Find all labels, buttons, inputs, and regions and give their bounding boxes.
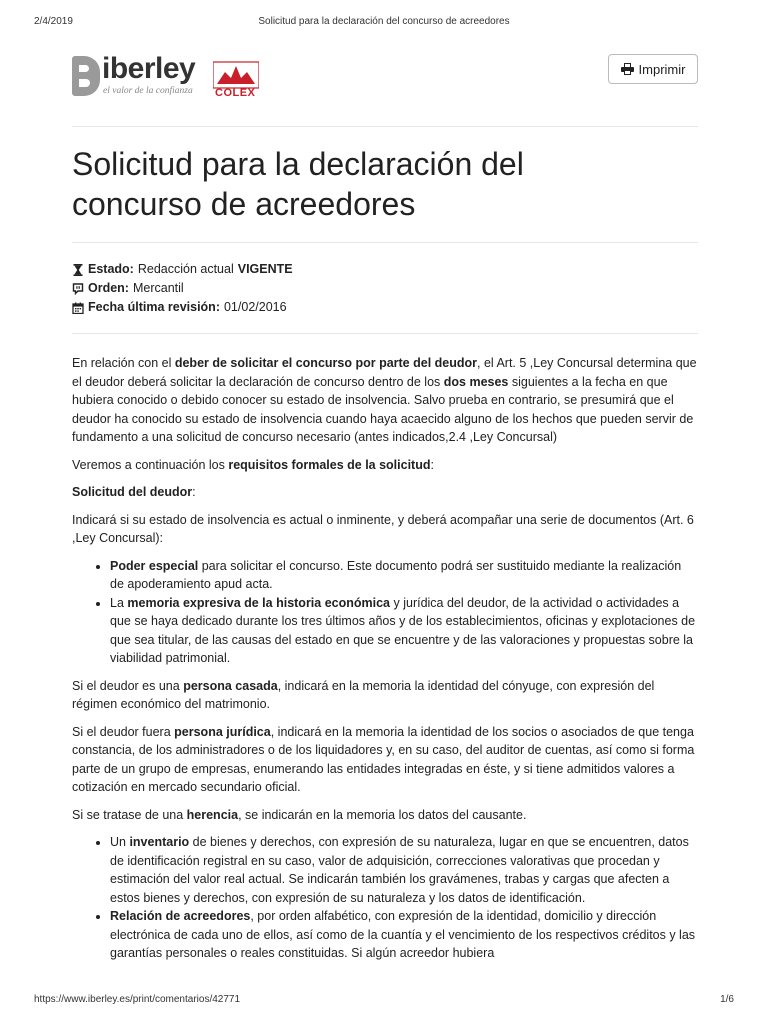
title-line-2: concurso de acreedores xyxy=(72,186,416,222)
article-body xyxy=(72,354,698,963)
paragraph: Veremos a continuación los requisitos formales de la solicitud: xyxy=(72,457,434,472)
paragraph: En relación con el deber de solicitar el concurso por parte del deudor, el Art. 5 ,Ley Concursal determina que el deudor deberá solicitar la declaración de concurso dentro de los dos meses siguientes a la fecha en que hubiera conocido o debido conocer su estado de insolvencia. Salvo prueba en contrario, se presumirá que el deudor ha conocido su estado de insolvencia cuando haya acaecido alguno de los hechos que pueden servir de fundamento a una solicitud de concurso necesario (antes indicados,2.4 ,Ley Concursal) xyxy=(72,356,697,444)
orden-value: Mercantil xyxy=(132,281,184,295)
meta-orden xyxy=(72,279,698,298)
divider xyxy=(72,126,698,127)
print-url: https://www.iberley.es/print/comentarios/42771 xyxy=(34,994,241,1005)
fecha-value: 01/02/2016 xyxy=(223,300,287,314)
chat-bubble-icon xyxy=(72,283,84,295)
print-footer xyxy=(34,994,734,1008)
iberley-b-mark-icon xyxy=(72,56,100,96)
section-heading: Solicitud del deudor: xyxy=(72,485,196,499)
title-line-1: Solicitud para la declaración del xyxy=(72,146,524,182)
paragraph: Si el deudor fuera persona jurídica, indicará en la memoria la identidad de los socios o asociados de que tenga constancia, de los administradores o de los liquidadores y, en su caso, del auditor de cuentas, así como si forma parte de un grupo de empresas, enumerando las entidades integradas en éste, y si tiene admitidos valores a cotización en mercado secundario oficial. xyxy=(72,724,695,794)
hourglass-icon xyxy=(72,264,84,276)
colex-wordmark: COLEX xyxy=(215,87,256,99)
list-item: • Poder especial para solicitar el concurso. Este documento podrá ser sustituido mediante la realización de apoderamiento apud acta. xyxy=(110,557,698,594)
paragraph: Si el deudor es una persona casada, indicará en la memoria la identidad del cónyuge, con expresión del régimen económico del matrimonio. xyxy=(72,678,655,711)
divider xyxy=(72,242,698,243)
colex-roof-icon xyxy=(213,60,259,90)
print-button[interactable] xyxy=(608,54,698,84)
meta-estado xyxy=(72,260,698,279)
orden-label: Orden: xyxy=(88,281,129,295)
list-item: • La memoria expresiva de la historia económica y jurídica del deudor, de la actividad o actividades a que se haya dedicado durante los tres últimos años y de los establecimientos, oficinas y explotaciones de que sea titular, de las causas del estado en que se encuentre y de las valoraciones y propuestas sobre la viabilidad patrimonial. xyxy=(110,594,698,668)
document-meta xyxy=(72,260,698,317)
print-title: Solicitud para la declaración del concurso de acreedores xyxy=(258,16,510,27)
fecha-label: Fecha última revisión: xyxy=(88,300,220,314)
iberley-logo[interactable] xyxy=(72,52,272,102)
divider xyxy=(72,333,698,334)
page-title xyxy=(72,144,698,224)
document-list xyxy=(72,557,698,668)
colex-logo xyxy=(213,60,259,102)
list-item: • Relación de acreedores, por orden alfabético, con expresión de la identidad, domicilio y dirección electrónica de cada uno de ellos, así como de la cuantía y el vencimiento de los respectivos créditos y las garantías personales o reales constituidas. Si algún acreedor hubiera xyxy=(110,907,698,963)
list-item: • Un inventario de bienes y derechos, con expresión de su naturaleza, lugar en que se encuentren, datos de identificación registral en su caso, valor de adquisición, correcciones valorativas que procedan y estimación del valor real actual. Se indicarán también los gravámenes, trabas y cargas que afecten a estos bienes y derechos, con expresión de su naturaleza y los datos de identificación. xyxy=(110,833,698,907)
paragraph: Indicará si su estado de insolvencia es actual o inminente, y deberá acompañar una serie de documentos (Art. 6 ,Ley Concursal): xyxy=(72,512,694,545)
estado-status: VIGENTE xyxy=(237,262,293,276)
page-counter: 1/6 xyxy=(720,994,734,1005)
calendar-icon xyxy=(72,302,84,314)
printer-icon xyxy=(621,63,634,75)
paragraph: Si se tratase de una herencia, se indicarán en la memoria los datos del causante. xyxy=(72,807,527,822)
brand-name: iberley xyxy=(102,52,196,85)
meta-fecha xyxy=(72,298,698,317)
print-button-label: Imprimir xyxy=(638,61,686,77)
brand-tagline: el valor de la confianza xyxy=(103,86,193,96)
document-content xyxy=(72,52,698,972)
print-header xyxy=(34,16,734,30)
estado-value: Redacción actual xyxy=(137,262,234,276)
print-date: 2/4/2019 xyxy=(34,16,73,27)
estado-label: Estado: xyxy=(88,262,134,276)
brand-row xyxy=(72,52,698,106)
document-list xyxy=(72,833,698,963)
